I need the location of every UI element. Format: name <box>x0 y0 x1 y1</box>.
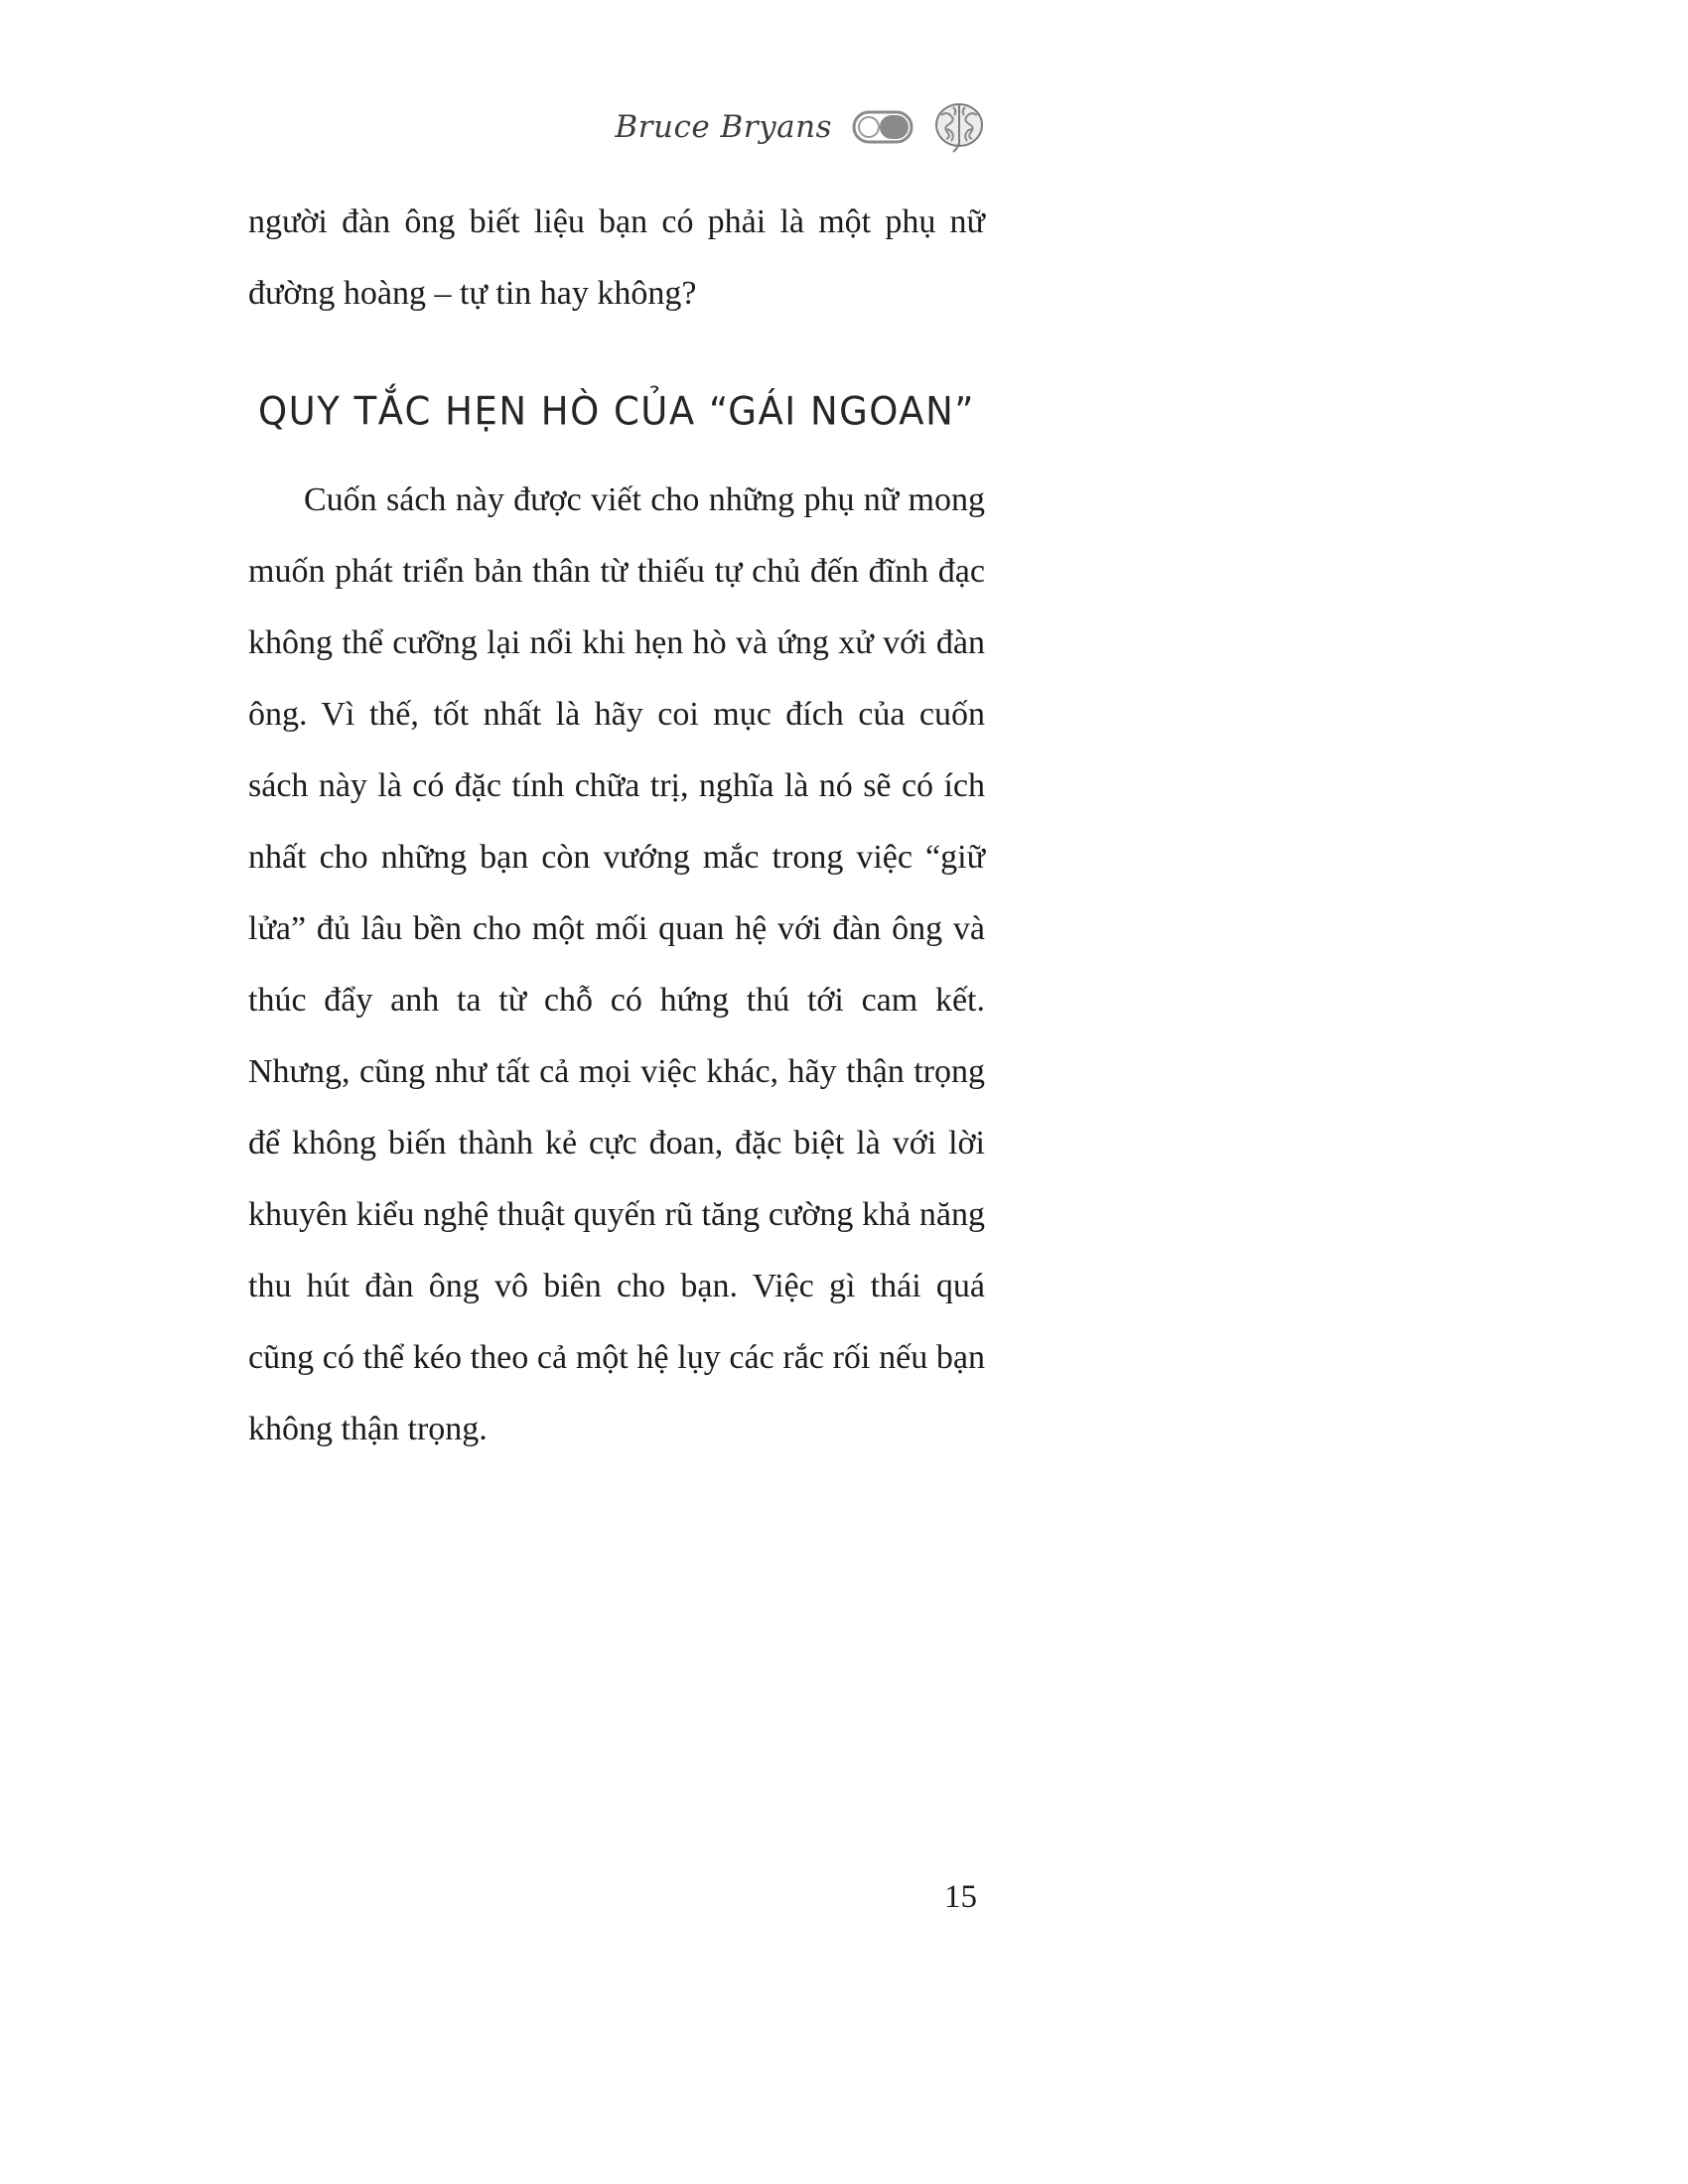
body-paragraph-continuation: người đàn ông biết liệu bạn có phải là một phụ nữ đường hoàng – tự tin hay không? <box>248 204 985 312</box>
page-number: 15 <box>944 1879 977 1915</box>
author-name: Bruce Bryans <box>615 109 832 145</box>
body-text <box>248 187 985 1465</box>
toggle-icon <box>852 110 914 144</box>
page-header <box>615 99 985 155</box>
section-heading: QUY TẮC HẸN HÒ CỦA “GÁI NGOAN” <box>258 388 975 435</box>
content-column <box>248 0 985 2184</box>
body-paragraph: Cuốn sách này được viết cho những phụ nữ mong muốn phát triển bản thân từ thiếu tự chủ đến đĩnh đạc không thể cưỡng lại nổi khi hẹn hò và ứng xử với đàn ông. Vì thế, tốt nhất là hãy coi mục đích của cuốn sách này là có đặc tính chữa trị, nghĩa là nó sẽ có ích nhất cho những bạn còn vướng mắc trong việc “giữ lửa” đủ lâu bền cho một mối quan hệ với đàn ông và thúc đẩy anh ta từ chỗ có hứng thú tới cam kết. Nhưng, cũng như tất cả mọi việc khác, hãy thận trọng để không biến thành kẻ cực đoan, đặc biệt là với lời khuyên kiểu nghệ thuật quyến rũ tăng cường khả năng thu hút đàn ông vô biên cho bạn. Việc gì thái quá cũng có thể kéo theo cả một hệ lụy các rắc rối nếu bạn không thận trọng. <box>248 481 985 1447</box>
brain-icon <box>933 99 985 155</box>
